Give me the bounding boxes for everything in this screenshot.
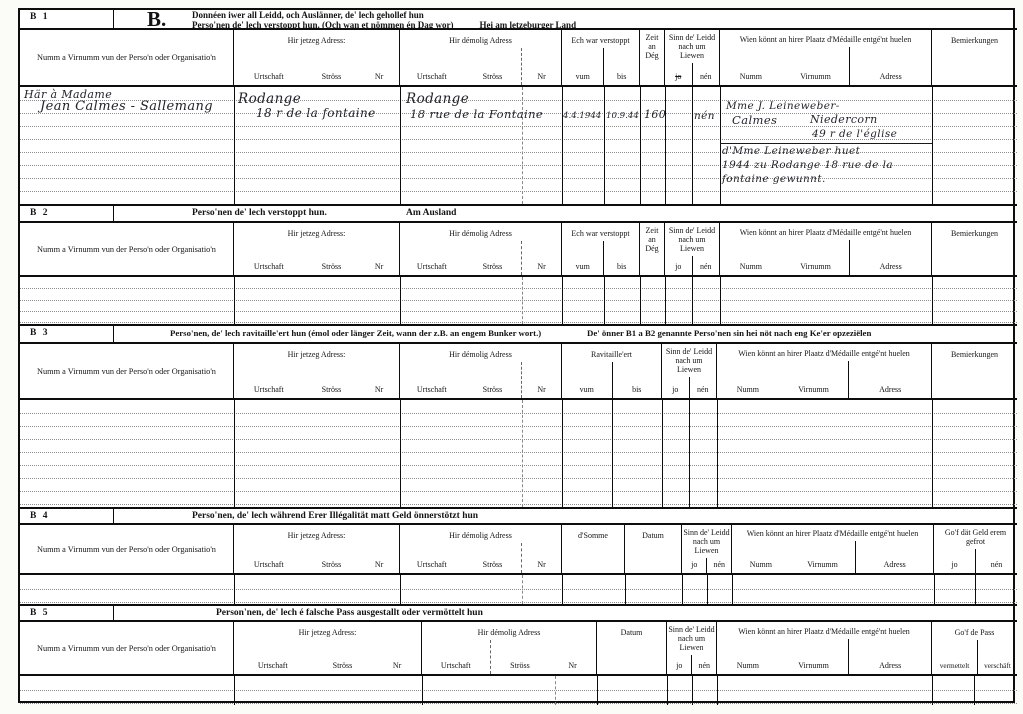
col-sinn <box>665 223 720 275</box>
sinn-label: Sinn de' Leidd nach um Liewen <box>683 528 730 555</box>
col-wien <box>717 344 932 398</box>
section-b3-title: Perso'nen, de' lech ravitaille'ert hun (émol oder länger Zeit, wann der z.B. an engem Bunker wort.) <box>170 328 542 338</box>
demolig-label: Hir démolig Adress <box>449 229 512 238</box>
col-zeit <box>640 30 665 85</box>
sinn-jo-label: jo <box>675 72 682 81</box>
section-b4-header <box>20 525 1017 575</box>
section-b4-titlebar <box>20 509 1017 525</box>
demolig-urtschaft-label: Urtschaft <box>440 661 471 670</box>
bis-label: bis <box>603 241 639 275</box>
vum-label: vum <box>575 262 590 271</box>
entry-note-line2: 1944 zu Rodange 18 rue de la <box>722 159 894 171</box>
demolig-urtschaft-label: Urtschaft <box>416 385 447 394</box>
section-b3-id: B 3 <box>20 326 114 342</box>
col-wien <box>720 223 932 275</box>
bemierkungen-label: Bemierkungen <box>950 229 999 238</box>
section-b1-title-suffix: Hei am letzeburger Land <box>479 19 577 30</box>
col-bemierkungen <box>932 223 1017 275</box>
jetzeg-stross-label: Ströss <box>321 560 342 569</box>
section-b5 <box>20 604 1017 705</box>
col-demolig-adress <box>400 223 562 275</box>
section-b2-title: Perso'nen de' lech verstoppt hun. <box>192 208 327 218</box>
sinn-nen-label: nén <box>692 256 720 275</box>
jetzeg-label: Hir jetzeg Adress: <box>287 531 346 540</box>
section-b1-title-line2 <box>192 21 576 31</box>
wien-label: Wien könnt an hirer Plaatz d'Médaille entgé'nt huelen <box>739 228 912 237</box>
jetzeg-stross-label: Ströss <box>332 661 353 670</box>
section-b1-titlebar <box>20 7 1017 31</box>
gof-geld-jo-label: jo <box>951 560 958 569</box>
wien-numm-label: Numm <box>736 661 759 670</box>
col-wien <box>717 622 932 674</box>
section-b1-header <box>20 30 1017 87</box>
section-b4-title: Perso'nen, de' lech während Erer Illégalität matt Geld önnerstötzt hun <box>192 511 479 521</box>
col-wien <box>720 30 932 85</box>
entry-wien-line3: 49 r de l'église <box>812 128 898 140</box>
wien-numm-label: Numm <box>736 385 759 394</box>
verstoppt-label: Ech war verstoppt <box>571 229 630 238</box>
section-b1-rows <box>20 87 1017 204</box>
section-b1-letter: B. <box>147 7 167 31</box>
section-b2 <box>20 204 1017 324</box>
section-b2-header <box>20 223 1017 277</box>
datum-label: Datum <box>642 531 664 540</box>
col-name-header: Numm a Virnumm vun der Perso'n oder Organisatio'n <box>20 344 234 398</box>
demolig-urtschaft-label: Urtschaft <box>416 560 447 569</box>
section-b1 <box>20 7 1017 204</box>
gof-pass-verschaft-label: verschäft <box>977 640 1017 674</box>
col-verstoppt <box>562 30 640 85</box>
dsomme-label: d'Somme <box>578 531 608 540</box>
sinn-jo-label: jo <box>676 661 683 670</box>
jetzeg-nr-label: Nr <box>392 661 402 670</box>
col-sinn <box>665 30 720 85</box>
col-bemierkungen <box>932 30 1017 85</box>
entry-wien-line2b: Niedercorn <box>810 113 878 126</box>
col-ravitailleert <box>562 344 662 398</box>
entry-note-line3: fontaine gewunnt. <box>722 173 826 185</box>
wien-virnumm-label: Virnumm <box>800 262 831 271</box>
demolig-label: Hir démolig Adress <box>477 628 541 637</box>
entry-jetzeg-ort: Rodange <box>238 91 302 107</box>
demolig-stross-label: Ströss <box>482 72 503 81</box>
entry-liewen: nén <box>694 110 715 122</box>
vum-label: vum <box>575 72 590 81</box>
demolig-nr-label: Nr <box>521 543 561 573</box>
col-demolig-adress <box>400 344 562 398</box>
jetzeg-nr-label: Nr <box>374 385 384 394</box>
section-b1-title <box>192 11 576 30</box>
col-bemierkungen <box>932 344 1017 398</box>
col-gof-geld <box>934 525 1017 573</box>
demolig-stross-label: Ströss <box>482 385 503 394</box>
bemierkungen-label: Bemierkungen <box>950 36 999 45</box>
wien-label: Wien könnt an hirer Plaatz d'Médaille entgé'nt huelen <box>738 349 910 358</box>
demolig-label: Hir démolig Adress <box>449 36 512 45</box>
section-b2-titlebar <box>20 206 1017 223</box>
jetzeg-label: Hir jetzeg Adress: <box>287 229 346 238</box>
col-sinn <box>662 344 717 398</box>
bis-label: bis <box>612 362 662 398</box>
demolig-label: Hir démolig Adress <box>449 350 512 359</box>
sinn-nen-label: nén <box>692 63 720 85</box>
wien-numm-label: Numm <box>739 72 762 81</box>
wien-virnumm-label: Virnumm <box>798 661 829 670</box>
entry-demolig-ort: Rodange <box>406 91 470 107</box>
section-b1-title-line2-text: Perso'nen de' lech verstoppt hun. (Och wan et nömmen én Dag wor) <box>192 19 454 30</box>
demolig-nr-label: Nr <box>521 48 561 85</box>
wien-adress-label: Adress <box>855 541 933 573</box>
section-b3 <box>20 324 1017 507</box>
jetzeg-stross-label: Ströss <box>321 385 342 394</box>
jetzeg-urtschaft-label: Urtschaft <box>257 661 288 670</box>
gof-geld-label: Go'f dät Geld erem gefrot <box>944 528 1007 546</box>
verstoppt-label: Ech war verstoppt <box>571 36 630 45</box>
col-jetzeg-adress <box>234 344 400 398</box>
vum-label: vum <box>579 385 594 394</box>
section-b4 <box>20 507 1017 604</box>
jetzeg-urtschaft-label: Urtschaft <box>253 72 284 81</box>
jetzeg-stross-label: Ströss <box>321 262 342 271</box>
entry-vum: 4.4.1944 <box>563 111 602 121</box>
demolig-urtschaft-label: Urtschaft <box>416 262 447 271</box>
wien-label: Wien könnt an hirer Plaatz d'Médaille entgé'nt huelen <box>739 35 912 44</box>
wien-virnumm-label: Virnumm <box>807 560 838 569</box>
sinn-nen-label: nén <box>689 377 717 398</box>
entry-bis: 10.9.44 <box>606 111 639 121</box>
entry-wien-line2: Calmes <box>732 113 778 127</box>
demolig-urtschaft-label: Urtschaft <box>416 72 447 81</box>
jetzeg-urtschaft-label: Urtschaft <box>253 385 284 394</box>
entry-wien-line1: Mme J. Leineweber- <box>726 100 840 112</box>
sinn-label: Sinn de' Leidd nach um Liewen <box>665 347 713 374</box>
jetzeg-urtschaft-label: Urtschaft <box>253 560 284 569</box>
wien-numm-label: Numm <box>749 560 772 569</box>
col-datum <box>597 622 667 674</box>
questionnaire-form <box>18 8 1015 703</box>
col-gof-pass <box>932 622 1017 674</box>
section-b4-rows <box>20 575 1017 604</box>
sinn-jo-label: jo <box>672 385 679 394</box>
wien-adress-label: Adress <box>848 639 931 674</box>
entry-note-line1: d'Mme Leineweber huet <box>722 145 861 157</box>
col-jetzeg-adress <box>234 622 422 674</box>
col-zeit <box>640 223 665 275</box>
demolig-stross-label: Ströss <box>482 262 503 271</box>
section-b2-rows <box>20 277 1017 324</box>
demolig-nr-label: Nr <box>521 241 561 275</box>
demolig-nr-label: Nr <box>521 362 561 398</box>
col-name-header: Numm a Virnumm vun der Perso'n oder Organisatio'n <box>20 622 234 674</box>
bis-label: bis <box>603 48 639 85</box>
jetzeg-label: Hir jetzeg Adress: <box>287 350 346 359</box>
col-datum <box>625 525 682 573</box>
col-demolig-adress <box>400 30 562 85</box>
col-name-header: Numm a Virnumm vun der Perso'n oder Organisatio'n <box>20 223 234 275</box>
section-b1-title-line1: Donnéen iwer all Leidd, och Auslänner, de' lech gehollef hun <box>192 10 424 20</box>
wien-label: Wien könnt an hirer Plaatz d'Médaille entgé'nt huelen <box>738 627 910 636</box>
sinn-jo-label: jo <box>691 560 698 569</box>
jetzeg-label: Hir jetzeg Adress: <box>298 628 357 637</box>
sinn-label: Sinn de' Leidd nach um Liewen <box>668 33 716 60</box>
col-jetzeg-adress <box>234 30 400 85</box>
wien-virnumm-label: Virnumm <box>800 72 831 81</box>
col-sinn <box>682 525 732 573</box>
wien-numm-label: Numm <box>739 262 762 271</box>
datum-label: Datum <box>620 628 643 637</box>
handwritten-rule <box>720 143 932 144</box>
section-b1-id: B 1 <box>20 10 114 28</box>
gof-pass-label: Go'f de Pass <box>954 628 995 637</box>
section-b5-id: B 5 <box>20 606 114 620</box>
section-b3-rows <box>20 400 1017 507</box>
sinn-nen-label: nén <box>691 655 716 674</box>
section-b5-title: Person'nen, de' lech é falsche Pass ausgestallt oder vermöttelt hun <box>216 608 483 618</box>
section-b2-id: B 2 <box>20 206 114 221</box>
wien-adress-label: Adress <box>848 361 931 398</box>
col-demolig-adress <box>422 622 597 674</box>
jetzeg-nr-label: Nr <box>374 72 384 81</box>
sinn-nen-label: nén <box>706 558 731 573</box>
gof-pass-vermettelt-label: vermettelt <box>939 661 970 670</box>
col-jetzeg-adress <box>234 525 400 573</box>
ravitailleert-label: Ravitaille'ert <box>591 350 632 359</box>
jetzeg-nr-label: Nr <box>374 560 384 569</box>
col-name-header: Numm a Virnumm vun der Perso'n oder Organisatio'n <box>20 30 234 85</box>
col-demolig-adress <box>400 525 562 573</box>
section-b2-subtitle: Am Ausland <box>406 208 457 218</box>
section-b3-header <box>20 344 1017 400</box>
entry-zeit: 160 <box>644 108 667 121</box>
wien-label: Wien könnt an hirer Plaatz d'Médaille entgé'nt huelen <box>746 529 919 538</box>
wien-adress-label: Adress <box>849 240 931 275</box>
col-sinn <box>667 622 717 674</box>
col-jetzeg-adress <box>234 223 400 275</box>
sinn-label: Sinn de' Leidd nach um Liewen <box>668 625 715 652</box>
jetzeg-label: Hir jetzeg Adress: <box>287 36 346 45</box>
entry-jetzeg-stross: 18 r de la fontaine <box>256 106 376 120</box>
jetzeg-urtschaft-label: Urtschaft <box>253 262 284 271</box>
section-b5-titlebar <box>20 606 1017 622</box>
entry-name-line2: Jean Calmes - Sallemang <box>40 99 214 114</box>
bemierkungen-label: Bemierkungen <box>950 350 999 359</box>
col-wien <box>732 525 934 573</box>
jetzeg-nr-label: Nr <box>374 262 384 271</box>
section-b4-id: B 4 <box>20 509 114 523</box>
gof-geld-nen-label: nén <box>975 549 1017 573</box>
wien-adress-label: Adress <box>849 47 931 85</box>
section-b5-header <box>20 622 1017 676</box>
demolig-label: Hir démolig Adress <box>449 531 512 540</box>
wien-virnumm-label: Virnumm <box>798 385 829 394</box>
section-b3-titlebar <box>20 326 1017 344</box>
zeit-label: Zeit an Dég <box>645 226 659 253</box>
demolig-stross-label: Ströss <box>490 640 550 674</box>
demolig-nr-label: Nr <box>568 661 577 670</box>
sinn-jo-label: jo <box>675 262 682 271</box>
section-b5-rows <box>20 676 1017 705</box>
demolig-stross-label: Ströss <box>482 560 503 569</box>
col-name-header: Numm a Virnumm vun der Perso'n oder Organisatio'n <box>20 525 234 573</box>
section-b3-title2: De' önner B1 a B2 genannte Perso'nen sin hei nöt nach eng Ke'er opzeziëlen <box>587 328 872 338</box>
zeit-label: Zeit an Dég <box>645 33 659 60</box>
jetzeg-stross-label: Ströss <box>321 72 342 81</box>
sinn-label: Sinn de' Leidd nach um Liewen <box>668 226 716 253</box>
entry-demolig-stross: 18 rue de la Fontaine <box>410 107 544 121</box>
col-verstoppt <box>562 223 640 275</box>
col-dsomme <box>562 525 625 573</box>
entry-name-line1: Här à Madame <box>24 88 113 101</box>
